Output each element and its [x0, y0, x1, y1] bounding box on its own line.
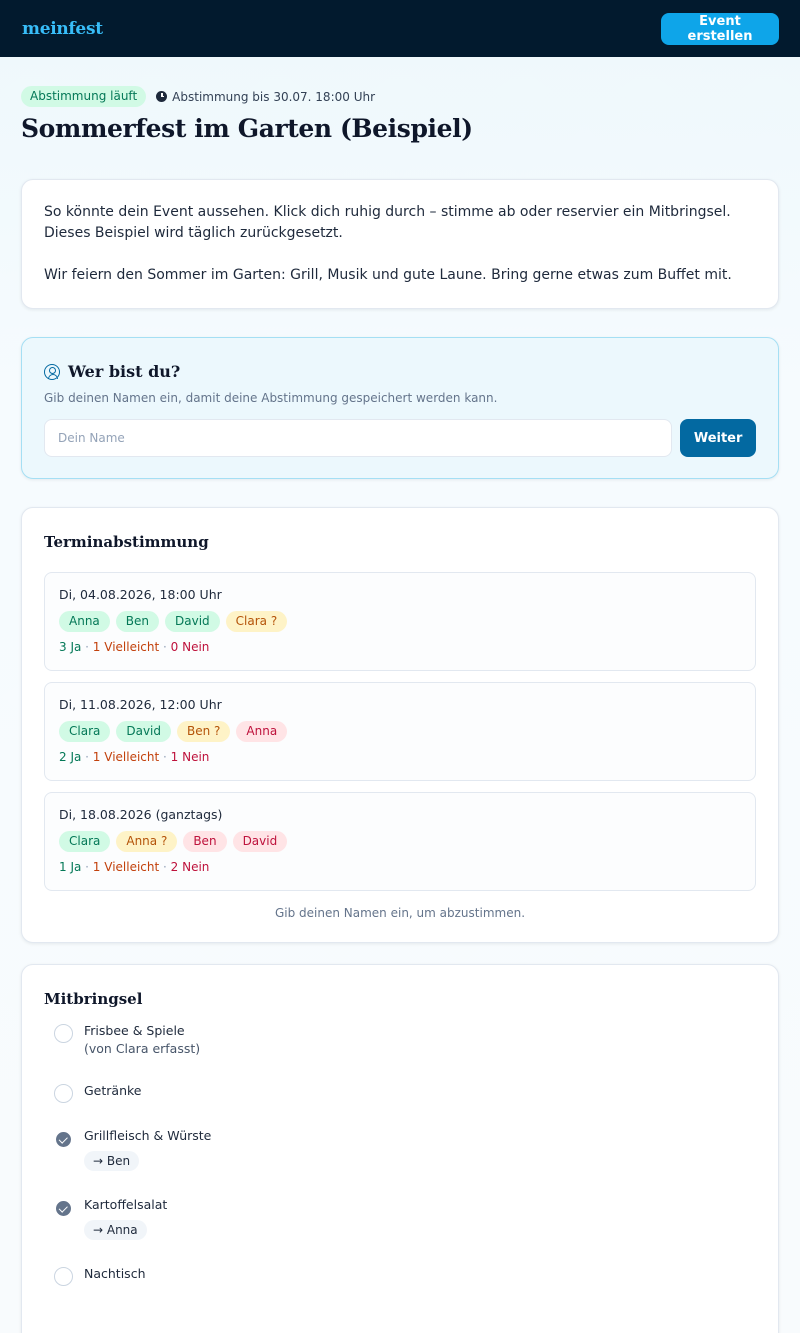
bring-item-body [84, 1196, 167, 1240]
tally-separator: · [81, 640, 93, 654]
bring-item [44, 1127, 211, 1171]
identify-form [44, 419, 756, 457]
description-card [21, 179, 779, 309]
name-input[interactable] [44, 419, 672, 457]
participant-chip-maybe: Clara ? [226, 611, 288, 632]
deadline-text: Abstimmung bis 30.07. 18:00 Uhr [172, 89, 376, 104]
vote-tally [59, 860, 741, 874]
participant-chip-yes: Clara [59, 721, 110, 742]
deadline [156, 90, 375, 104]
empty-circle-icon[interactable] [54, 1024, 73, 1043]
empty-circle-icon[interactable] [54, 1084, 73, 1103]
tally-separator: · [81, 860, 93, 874]
bring-item-name: Frisbee & Spiele [84, 1023, 185, 1038]
bring-item-name: Grillfleisch & Würste [84, 1128, 212, 1143]
tally-separator: · [81, 750, 93, 764]
participant-chip-no: Anna [236, 721, 287, 742]
participant-chips [59, 611, 741, 632]
date-option[interactable] [44, 572, 756, 671]
date-option-label: Di, 11.08.2026, 12:00 Uhr [59, 697, 222, 712]
bring-item-body [84, 1082, 141, 1103]
empty-circle-icon[interactable] [54, 1267, 73, 1286]
date-option-label: Di, 04.08.2026, 18:00 Uhr [59, 587, 222, 602]
tally-no: 2 Nein [170, 860, 210, 874]
tally-maybe: 1 Vielleicht [92, 750, 160, 764]
date-poll-card [21, 507, 779, 943]
participant-chips [59, 831, 741, 852]
assignee-badge: → Anna [84, 1220, 147, 1240]
create-event-button[interactable]: Event erstellen [661, 13, 779, 45]
top-bar [0, 0, 800, 57]
identify-title: Wer bist du? [68, 362, 181, 381]
vote-tally [59, 640, 741, 654]
clock-icon [156, 91, 167, 102]
checked-circle-icon[interactable] [56, 1201, 71, 1216]
participant-chip-yes: Anna [59, 611, 110, 632]
bring-item [44, 1022, 200, 1058]
bring-item-body [84, 1127, 211, 1171]
date-poll-title: Terminabstimmung [44, 533, 209, 551]
bring-item-name: Getränke [84, 1083, 142, 1098]
participant-chip-maybe: Anna ? [116, 831, 177, 852]
participant-chips [59, 721, 741, 742]
vote-hint: Gib deinen Namen ein, um abzustimmen. [274, 906, 526, 920]
participant-chip-no: Ben [183, 831, 226, 852]
bring-item [44, 1082, 141, 1103]
vote-tally [59, 750, 741, 764]
bring-list-title: Mitbringsel [44, 990, 143, 1008]
user-circle-icon [44, 364, 60, 380]
continue-button[interactable]: Weiter [680, 419, 756, 457]
participant-chip-maybe: Ben ? [177, 721, 230, 742]
tally-yes: 2 Ja [59, 750, 82, 764]
tally-no: 1 Nein [170, 750, 210, 764]
bring-item-note: (von Clara erfasst) [84, 1041, 201, 1056]
participant-chip-yes: Clara [59, 831, 110, 852]
page-title: Sommerfest im Garten (Beispiel) [21, 114, 473, 143]
participant-chip-yes: David [165, 611, 220, 632]
status-badge: Abstimmung läuft [21, 86, 146, 107]
bring-list-card [21, 964, 779, 1333]
checked-circle-icon[interactable] [56, 1132, 71, 1147]
description-paragraph: So könnte dein Event aussehen. Klick dich ruhig durch – stimme ab oder reservier ein Mitbringsel. Dieses Beispiel wird täglich zurückgesetzt. [44, 204, 731, 241]
participant-chip-yes: Ben [116, 611, 159, 632]
date-options-list [44, 572, 756, 891]
assignee-wrap [84, 1145, 211, 1171]
tally-yes: 3 Ja [59, 640, 82, 654]
assignee-wrap [84, 1214, 167, 1240]
event-status-row [21, 86, 375, 107]
bring-item [44, 1196, 167, 1240]
identify-subtitle: Gib deinen Namen ein, damit deine Abstimmung gespeichert werden kann. [44, 391, 498, 405]
assignee-badge: → Ben [84, 1151, 139, 1171]
bring-item [44, 1265, 146, 1286]
tally-separator: · [159, 750, 171, 764]
bring-item-body [84, 1022, 200, 1058]
bring-item-name: Nachtisch [84, 1266, 146, 1281]
tally-maybe: 1 Vielleicht [92, 640, 160, 654]
identify-header [44, 362, 756, 381]
bring-item-name: Kartoffelsalat [84, 1197, 168, 1212]
participant-chip-no: David [233, 831, 288, 852]
description-paragraph: Wir feiern den Sommer im Garten: Grill, Musik und gute Laune. Bring gerne etwas zum Buffet mit. [44, 267, 732, 283]
tally-separator: · [159, 640, 171, 654]
participant-chip-yes: David [116, 721, 171, 742]
date-option[interactable] [44, 682, 756, 781]
tally-no: 0 Nein [170, 640, 210, 654]
date-option-label: Di, 18.08.2026 (ganztags) [59, 807, 223, 822]
date-option[interactable] [44, 792, 756, 891]
identify-card [21, 337, 779, 479]
tally-yes: 1 Ja [59, 860, 82, 874]
tally-separator: · [159, 860, 171, 874]
bring-item-body [84, 1265, 146, 1286]
tally-maybe: 1 Vielleicht [92, 860, 160, 874]
logo[interactable]: meinfest [22, 18, 103, 39]
